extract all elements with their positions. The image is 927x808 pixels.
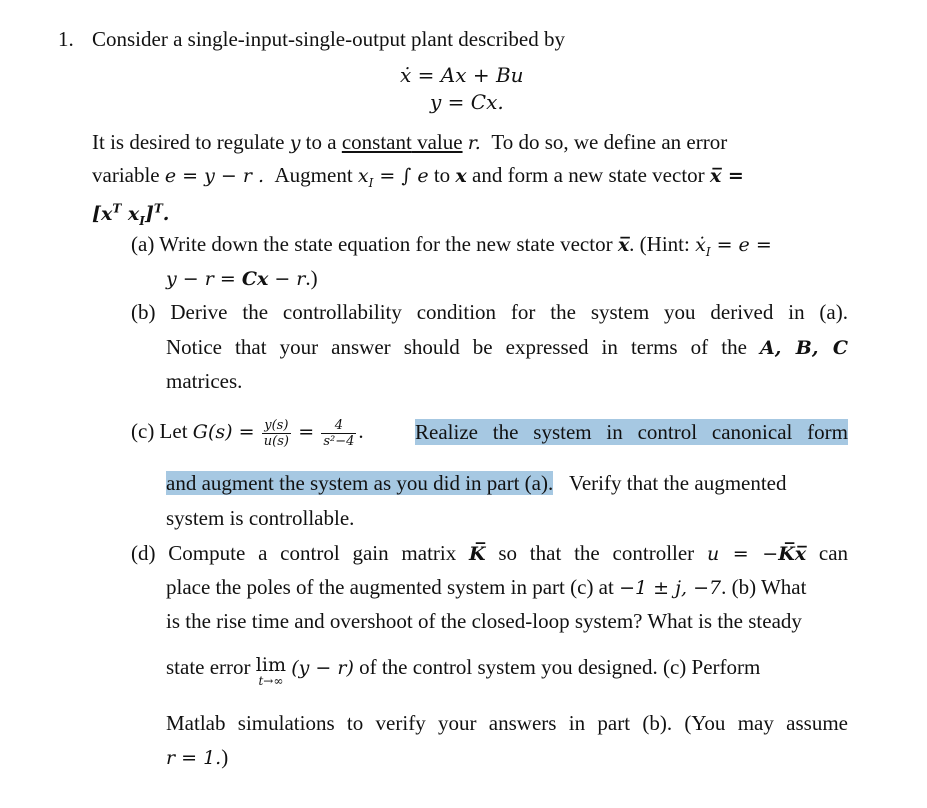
part-d-line-2: place the poles of the augmented system in part (c) at −1 ± j, −7. (b) What	[166, 575, 807, 599]
part-d-line-1: (d) Compute a control gain matrix K̅ so that the controller u = −K̅x̅ can	[131, 541, 849, 565]
output-equation: y = Cx.	[430, 90, 504, 114]
part-b-line-3: matrices.	[166, 369, 243, 393]
paragraph-line-3: [$x^T$ $x_I]^T$.	[92, 202, 170, 229]
transfer-fraction-2: $\frac{4}{\text{s²−4}}$	[323, 417, 355, 449]
highlight-2: and augment the system as you did in part (a).	[166, 471, 554, 495]
limit-expression: lim t→∞	[255, 654, 286, 688]
transfer-fraction-1: $\frac{y(s)}{u(s)}$	[263, 417, 289, 449]
part-d-line-3: is the rise time and overshoot of the closed-loop system? What is the steady	[166, 609, 802, 633]
part-c-line-3: system is controllable.	[166, 506, 355, 530]
paragraph-line-1: It is desired to regulate y to a constant value r. To do so, we define an error	[92, 130, 728, 154]
part-c-line-2: and augment the system as you did in part (a). Verify that the augmented	[166, 471, 787, 495]
part-b-line-1: (b) Derive the controllability condition for the system you derived in (a).	[131, 300, 848, 324]
part-b-line-2: Notice that your answer should be expressed in terms of the A, B, C	[166, 335, 849, 359]
state-equation: ẋ = Ax + Bu	[400, 63, 524, 87]
paragraph-line-2: variable e = y − r . Augment $x_I$ = ∫ e to x and form a new state vector x̅ =	[92, 163, 744, 190]
highlight-1: Realize the system in control canonical form	[415, 420, 848, 444]
part-a-line-1: (a) Write down the state equation for the new state vector x̅. (Hint: ẋ$_I$ = e =	[131, 232, 772, 259]
part-a-line-2: y − r = Cx − r.)	[166, 266, 318, 290]
part-d-line-4: state error lim t→∞ (y − r) of the control system you designed. (c) Perform	[166, 654, 761, 688]
problem-intro: Consider a single-input-single-output plant described by	[92, 27, 565, 51]
part-d-line-5: Matlab simulations to verify your answers in part (b). (You may assume	[166, 711, 848, 735]
problem-number: 1.	[58, 27, 74, 51]
part-c-line-1: (c) Let G(s) = $\frac{y(s)}{u(s)}$ = $\frac{4}{\text{s²−4}}$ .	[131, 417, 364, 449]
part-d-line-6: r = 1.)	[166, 745, 229, 769]
